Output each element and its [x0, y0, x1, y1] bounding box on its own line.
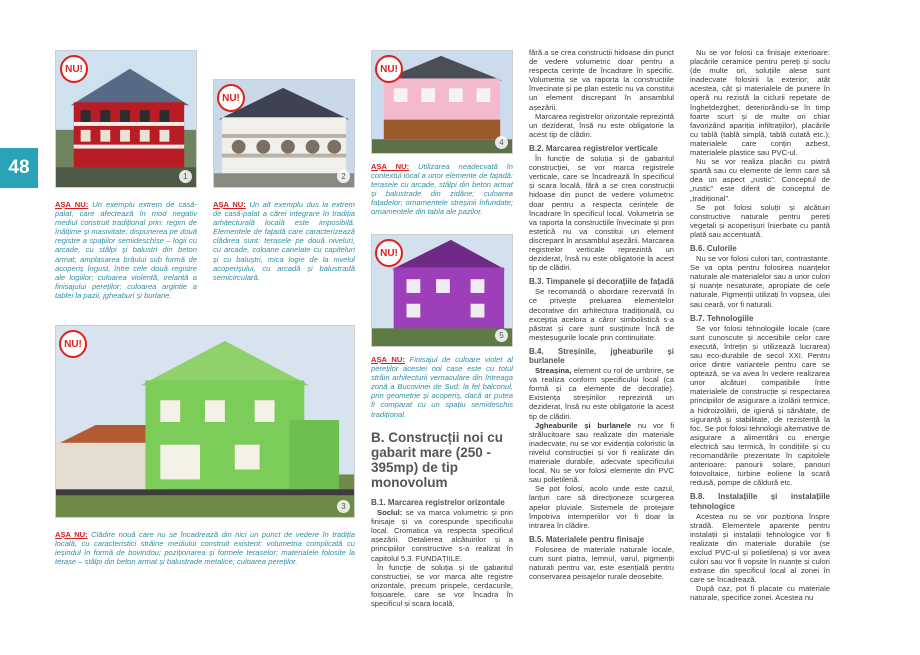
caption-text: Un alt exemplu dus la extrem de casă-palat a cărei integrare în tradiția arhitecturală locală este imposibilă. Elementele de fațadă care caracterizează clădirea sunt: terasele pe două niveluri, cu arcade, coloane canelate cu capiteluri și cu baluștri, mica logie de la nivelul acoperișului, cu arcadă și balustradă semicirculară. — [213, 200, 356, 282]
caption-lead: AȘA NU: — [55, 200, 89, 209]
b4-text: element cu rol de umbrire, se va realiza conform specificului local (ca formă și ca elemente de decorație). Existența streșinilor reprezintă un deziderat, însă nu este obligatorie la acest tip de clădiri. — [529, 366, 674, 421]
b4-lead-2: Jgheaburile și burlanele — [535, 420, 632, 430]
caption-photo-4 — [371, 162, 513, 217]
caption-text: Finisajul de culoare violet al pereților acestei noi case este cu totul străin arhitecturii vernaculare din întreaga zonă a Bucovinei de Sud; la fel balconul, prin geometrie și acoperiș, dacă ar putea fi comparat cu un spațiu semideschis tradițional. — [371, 355, 513, 419]
caption-lead: AȘA NU: — [371, 355, 405, 364]
heading-b8: B.8. Instalațiile și instalațiile tehnologice — [690, 492, 830, 511]
caption-photo-5 — [371, 355, 513, 419]
caption-text: Clădire nouă care nu se încadrează din nici un punct de vedere în tradiția locală, cu caracteristici străine mediului construit existent: volumetria complicată cu ieșindul în formă de bovindou; poziționarea și formele teraselor; materialele folosite la terase – stâlpi din beton armat și balustrade metalice; culoarea pereților. — [55, 530, 356, 567]
photo-number: 3 — [337, 500, 350, 513]
nu-warning-badge: NU! — [60, 55, 88, 83]
caption-photo-3 — [55, 530, 355, 566]
section-heading: B. Construcții noi cu gabarit mare (250 - 395mp) de tip monovolum — [371, 430, 504, 490]
photo-green-house — [55, 325, 355, 518]
heading-b5: B.5. Materialele pentru finisaje — [529, 534, 645, 544]
text-column-4 — [690, 48, 830, 603]
page-number: 48 — [8, 157, 30, 178]
caption-lead: AȘA NU: — [371, 162, 410, 171]
caption-lead: AȘA NU: — [213, 200, 246, 209]
text-column-b1 — [371, 493, 513, 608]
photo-number: 2 — [337, 170, 350, 183]
b1-lead: Soclul: — [377, 508, 403, 518]
b4-lead: Streașina, — [535, 366, 572, 376]
b4-text-3: Se pot folosi, acolo unde este cazul, lanțuri care să direcționeze scurgerea apelor pluviale. Sistemele de protejare împotriva intemperiilor vor fi doar la intrarea în clădire. — [529, 484, 674, 530]
page-number-tab — [0, 148, 38, 188]
caption-photo-1 — [55, 200, 197, 300]
b3-text: Se recomandă o abordare rezervată în ce privește preluarea elementelor decorative din arhitectura tradițională, cu excepția acelora a căror simbolistică s-a păstrat și care sunt susținute încă de meșteșugurile locale prin continuitate. — [529, 287, 674, 342]
nu-warning-badge: NU! — [375, 55, 403, 83]
b1-text: se va marca volumetric și prin finisaje și va corespunde specificului local. Cromatica va respecta specificul așezării. Detalierea alcătuirilor și a principiilor constructive s-a realizat în capitolul 5.3. FUNDAȚIILE. — [371, 508, 513, 563]
heading-b7: B.7. Tehnologiile — [690, 313, 754, 323]
nu-warning-badge: NU! — [59, 330, 87, 358]
b2-text: În funcție de soluția și de gabaritul construcției, se vor marca registrele verticale, care se încadrează în specificul și scara locală, fără a se crea construcții hidoase din punct de vedere volumetric doar pentru a respecta cerințele de încadrare în specificul local. Volumetria se va raporta la construcțiile învecinate și prin estetică nu va constitui un element discrepant în ansamblul așezării. Marcarea registrelor verticale reprezintă un deziderat, însă nu este obligatorie la acest tip de clădiri. — [529, 154, 674, 273]
b5-text: Folosirea de materiale naturale locale, cum sunt piatra, lemnul, varul, pigmenții naturali pentru var, este esențială pentru conservarea peisajelor rurale deosebite. — [529, 544, 674, 582]
photo-number: 1 — [179, 170, 192, 183]
col4-p3: Se pot folosi soluții și alcătuiri constructive naturale pentru pereți vegetali și acoperișuri înierbate cu pantă plată sau accentuată. — [690, 202, 830, 239]
text-column-3 — [529, 48, 674, 581]
col3-intro: fără a se crea construcții hidoase din punct de vedere volumetric doar pentru a respecta cerințe de încadrare în specific. Volumetria se va raporta la construcțiile învecinate și pe plan estetic nu va constitui un element discrepant în ansamblul așezării. — [529, 48, 674, 112]
nu-warning-badge: NU! — [217, 84, 245, 112]
heading-b3: B.3. Timpanele și decorațiile de fațadă — [529, 277, 674, 287]
col3-intro-2: Marcarea registrelor orizontale reprezintă un deziderat, însă nu este obligatorie la acest tip de clădiri. — [529, 111, 674, 139]
heading-b4: B.4. Streșinile, jgheaburile și burlanele — [529, 346, 674, 365]
photo-number: 5 — [495, 329, 508, 342]
b4-text-2: nu vor fi strălucitoare sau realizate din materiale inadecvate, nu se vor evidenția coloristic la nivelul construcției și vor fi realizate din materiale durabile, adecvate specificului local. Nu se vor folosi elemente din PVC sau polietilenă. — [529, 420, 675, 485]
caption-lead: AȘA NU: — [55, 530, 88, 539]
b6-text: Nu se vor folosi culori tari, contrastante. Se va opta pentru folosirea nuanțelor naturale ale materialelor sau a unor culori și nuanțe nesaturate, apropiate de cele naturale. Pigmenții utilizați în vopsea, ulei sau ceară, vor fi naturali. — [690, 254, 830, 309]
caption-photo-2 — [213, 200, 355, 282]
heading-b1: B.1. Marcarea registrelor orizontale — [371, 498, 505, 507]
heading-b2: B.2. Marcarea registrelor verticale — [529, 143, 658, 153]
b1-text-2: În funcție de soluția și de gabaritul construcției, se vor marca alte registre orizontale, precum prispele, cerdacurile, foișoarele, care se vor încadra în specificul și scara locală, — [371, 562, 513, 609]
caption-text: Utilizarea neadecvată în contextul local a unor elemente de fațadă: terasele cu arcade, stâlpi din beton armat și balustrade din zidărie; culoarea fațadelor; ornamentele streșinii înfundate; ornamentele din tabla ale pazilor. — [371, 162, 513, 217]
col4-p2: Nu se vor realiza placări cu piatră spartă sau cu elemente de lemn care să dea un aspect „rustic”. Conceptul de „rustic” este diferit de conceptul de „tradițional”. — [690, 157, 830, 203]
col4-p1: Nu se vor folosi ca finisaje exterioare: placările ceramice pentru pereți și soclu (de multe ori, soluțiile alese sunt inadecvate folosirii la exterior; atât acestea, cât și materialele de punere în operă nu rezistă la ciclurii repetate de înghețdezghet, deteriorându-se în timp foarte scurt și de multe ori chiar favorizând apariția infiltrațiilor), placările cu tablă (tablă simplă, tablă cutată etc.); materialele care conțin azbest, materialele plastice sau PVC-ul. — [690, 48, 830, 158]
caption-text: Un exemplu extrem de casă-palat, care afectează în mod negativ mediul construit tradițional prin: regim de înălțime și masivitate; dispunerea pe două registre a spațiilor semideschise – logii cu arcade, cu stâlpi și balustri din beton armat; amplasarea brâului sub formă de acoperiș îngust, între cele două registre ale logiilor; culoarea violentă, irelantă a finisajului pereților; culoarea argintie a tablei la pazii, jgheaburi și burlane. — [55, 200, 198, 300]
nu-warning-badge: NU! — [375, 239, 403, 267]
b8-text: Acestea nu se vor poziționa înspre stradă. Elementele aparente pentru instalații și instalații tehnologice vor fi realizate din materiale durabile (se exclud PVC-ul și polietilena) și vor avea culori sau vor fi vopsite în nuanțe și culori extrase din specificul local al zonei în care se încadrează. — [690, 511, 830, 585]
b8-text-2: După caz, pot fi placate cu materiale naturale, specifice zonei. Acestea nu — [690, 584, 830, 603]
b7-text: Se vor folosi tehnologiile locale (care sunt cunoscute și accesibile celor care execută, întrețin și utilizează lucrarea) sau eco-durabile de secol XXI. Pentru orice dintre variantele pentru care se optează, se va avea în vedere realizarea unor alcătuiri compatibile între materialele de construcție și respectarea principiilor de asigurare a izolării termice, a hidroizolării, de igienă și sănătate, de siguranță și stabilitate, de rezistență la foc. Se pot folosi tehnologii alternative de asigurare a alimentării cu energie electrică sau termică, în condițiile și cu recomandările prezentate în capitolele anterioare: panourii solare, panouri fotovoltaice, turbine eoliene la scară redusă, pompe de căldură etc. — [690, 323, 830, 488]
photo-number: 4 — [495, 136, 508, 149]
heading-b6: B.6. Culorile — [690, 243, 737, 253]
